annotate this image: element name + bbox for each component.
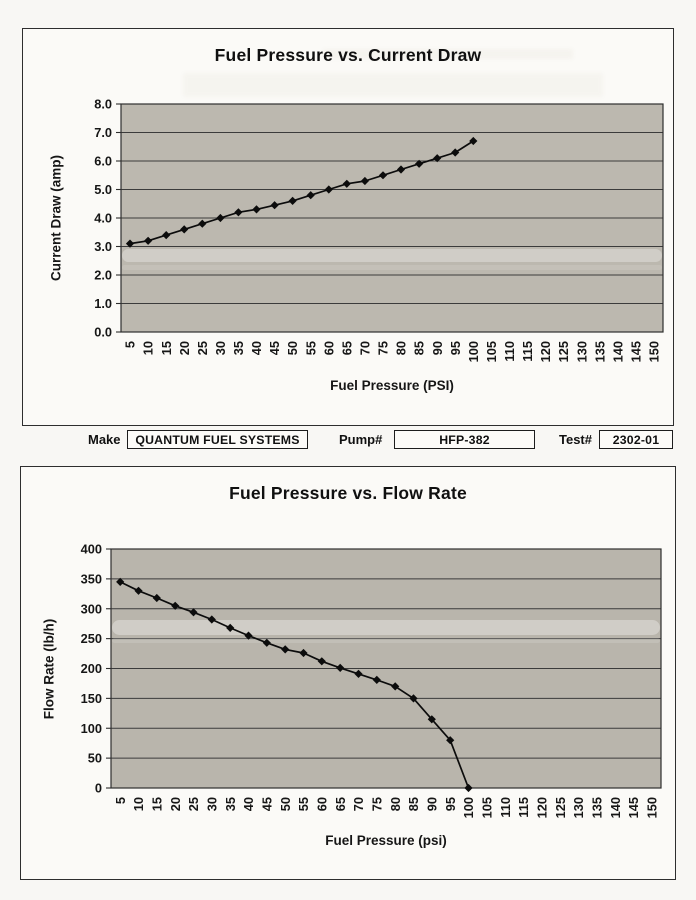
svg-text:145: 145 [628, 341, 644, 363]
svg-text:135: 135 [589, 797, 605, 819]
chart1-title: Fuel Pressure vs. Current Draw [214, 45, 482, 65]
svg-text:0: 0 [94, 780, 102, 796]
svg-text:70: 70 [357, 341, 373, 356]
svg-text:85: 85 [411, 341, 427, 356]
svg-text:110: 110 [502, 341, 517, 362]
svg-text:65: 65 [339, 341, 355, 356]
svg-text:120: 120 [534, 797, 550, 819]
svg-text:30: 30 [204, 797, 220, 812]
svg-text:20: 20 [167, 797, 183, 812]
svg-text:5: 5 [122, 341, 138, 349]
svg-text:7.0: 7.0 [94, 125, 112, 141]
svg-text:3.0: 3.0 [94, 239, 112, 255]
svg-text:4.0: 4.0 [94, 210, 112, 226]
chart2-canvas [21, 467, 677, 881]
svg-text:130: 130 [571, 797, 587, 819]
make-field [127, 430, 308, 449]
svg-text:70: 70 [351, 797, 367, 812]
svg-text:400: 400 [80, 541, 102, 557]
svg-text:110: 110 [497, 797, 513, 818]
svg-text:200: 200 [80, 661, 102, 677]
svg-text:130: 130 [574, 341, 590, 363]
pressure-vs-current-chart [22, 28, 674, 426]
svg-text:25: 25 [194, 341, 210, 356]
svg-text:105: 105 [479, 797, 495, 819]
svg-text:135: 135 [592, 341, 608, 363]
svg-text:10: 10 [140, 341, 156, 356]
pressure-vs-flow-chart [20, 466, 676, 880]
test-number-field [599, 430, 673, 449]
svg-text:25: 25 [186, 797, 202, 812]
svg-text:5: 5 [112, 797, 128, 805]
svg-text:15: 15 [158, 341, 174, 356]
svg-text:145: 145 [626, 797, 642, 819]
svg-text:95: 95 [442, 797, 458, 812]
svg-text:55: 55 [296, 797, 312, 812]
svg-text:30: 30 [213, 341, 228, 356]
svg-text:115: 115 [516, 797, 532, 818]
chart1-x-axis-title: Fuel Pressure (PSI) [330, 378, 454, 393]
test-number-value: 2302-01 [612, 432, 660, 447]
svg-text:115: 115 [520, 341, 536, 362]
test-number-label: Test# [559, 432, 592, 447]
svg-text:100: 100 [465, 341, 481, 363]
make-label: Make [88, 432, 121, 447]
svg-text:150: 150 [646, 341, 662, 363]
pump-number-field [394, 430, 535, 449]
svg-text:80: 80 [387, 797, 403, 812]
test-info-row [0, 429, 696, 452]
svg-text:90: 90 [429, 341, 445, 356]
svg-text:80: 80 [393, 341, 409, 356]
chart2-title: Fuel Pressure vs. Flow Rate [229, 483, 467, 503]
svg-text:55: 55 [303, 341, 319, 356]
svg-text:20: 20 [176, 341, 192, 356]
svg-text:150: 150 [644, 797, 660, 819]
svg-text:85: 85 [406, 797, 422, 812]
pump-number-value: HFP-382 [439, 432, 490, 447]
svg-text:250: 250 [80, 631, 102, 647]
svg-text:90: 90 [424, 797, 440, 812]
svg-text:60: 60 [321, 341, 337, 356]
pump-number-label: Pump# [339, 432, 383, 447]
chart2-y-axis-title: Flow Rate (lb/h) [41, 618, 57, 720]
svg-text:40: 40 [249, 341, 265, 356]
make-value: QUANTUM FUEL SYSTEMS [135, 432, 300, 447]
svg-text:50: 50 [277, 797, 293, 812]
svg-text:10: 10 [131, 797, 147, 812]
svg-text:8.0: 8.0 [94, 96, 112, 112]
svg-text:6.0: 6.0 [94, 153, 112, 169]
svg-text:140: 140 [607, 797, 623, 819]
svg-text:100: 100 [80, 720, 102, 736]
svg-text:40: 40 [241, 797, 257, 812]
svg-text:1.0: 1.0 [94, 296, 112, 312]
svg-text:125: 125 [556, 341, 572, 363]
svg-text:140: 140 [610, 341, 626, 363]
svg-text:15: 15 [149, 797, 165, 812]
svg-text:105: 105 [484, 341, 499, 363]
chart2-x-axis-title: Fuel Pressure (psi) [325, 833, 447, 848]
chart1-canvas [23, 29, 675, 427]
svg-text:125: 125 [552, 797, 568, 819]
svg-text:350: 350 [80, 571, 102, 587]
svg-text:95: 95 [447, 341, 463, 356]
svg-text:50: 50 [87, 750, 102, 766]
svg-text:2.0: 2.0 [94, 267, 112, 283]
svg-text:45: 45 [259, 797, 275, 812]
svg-text:50: 50 [285, 341, 301, 356]
svg-text:75: 75 [369, 797, 385, 812]
chart1-y-axis-title: Current Draw (amp) [48, 154, 64, 282]
svg-text:65: 65 [332, 797, 348, 812]
svg-text:300: 300 [80, 601, 102, 617]
svg-text:100: 100 [461, 797, 477, 819]
svg-text:0.0: 0.0 [94, 324, 112, 340]
svg-text:120: 120 [538, 341, 554, 363]
svg-text:35: 35 [222, 797, 238, 812]
svg-text:60: 60 [314, 797, 330, 812]
svg-text:45: 45 [267, 341, 283, 356]
svg-text:5.0: 5.0 [94, 182, 112, 198]
svg-text:75: 75 [375, 341, 391, 356]
svg-text:35: 35 [231, 341, 246, 356]
svg-text:150: 150 [80, 690, 102, 706]
